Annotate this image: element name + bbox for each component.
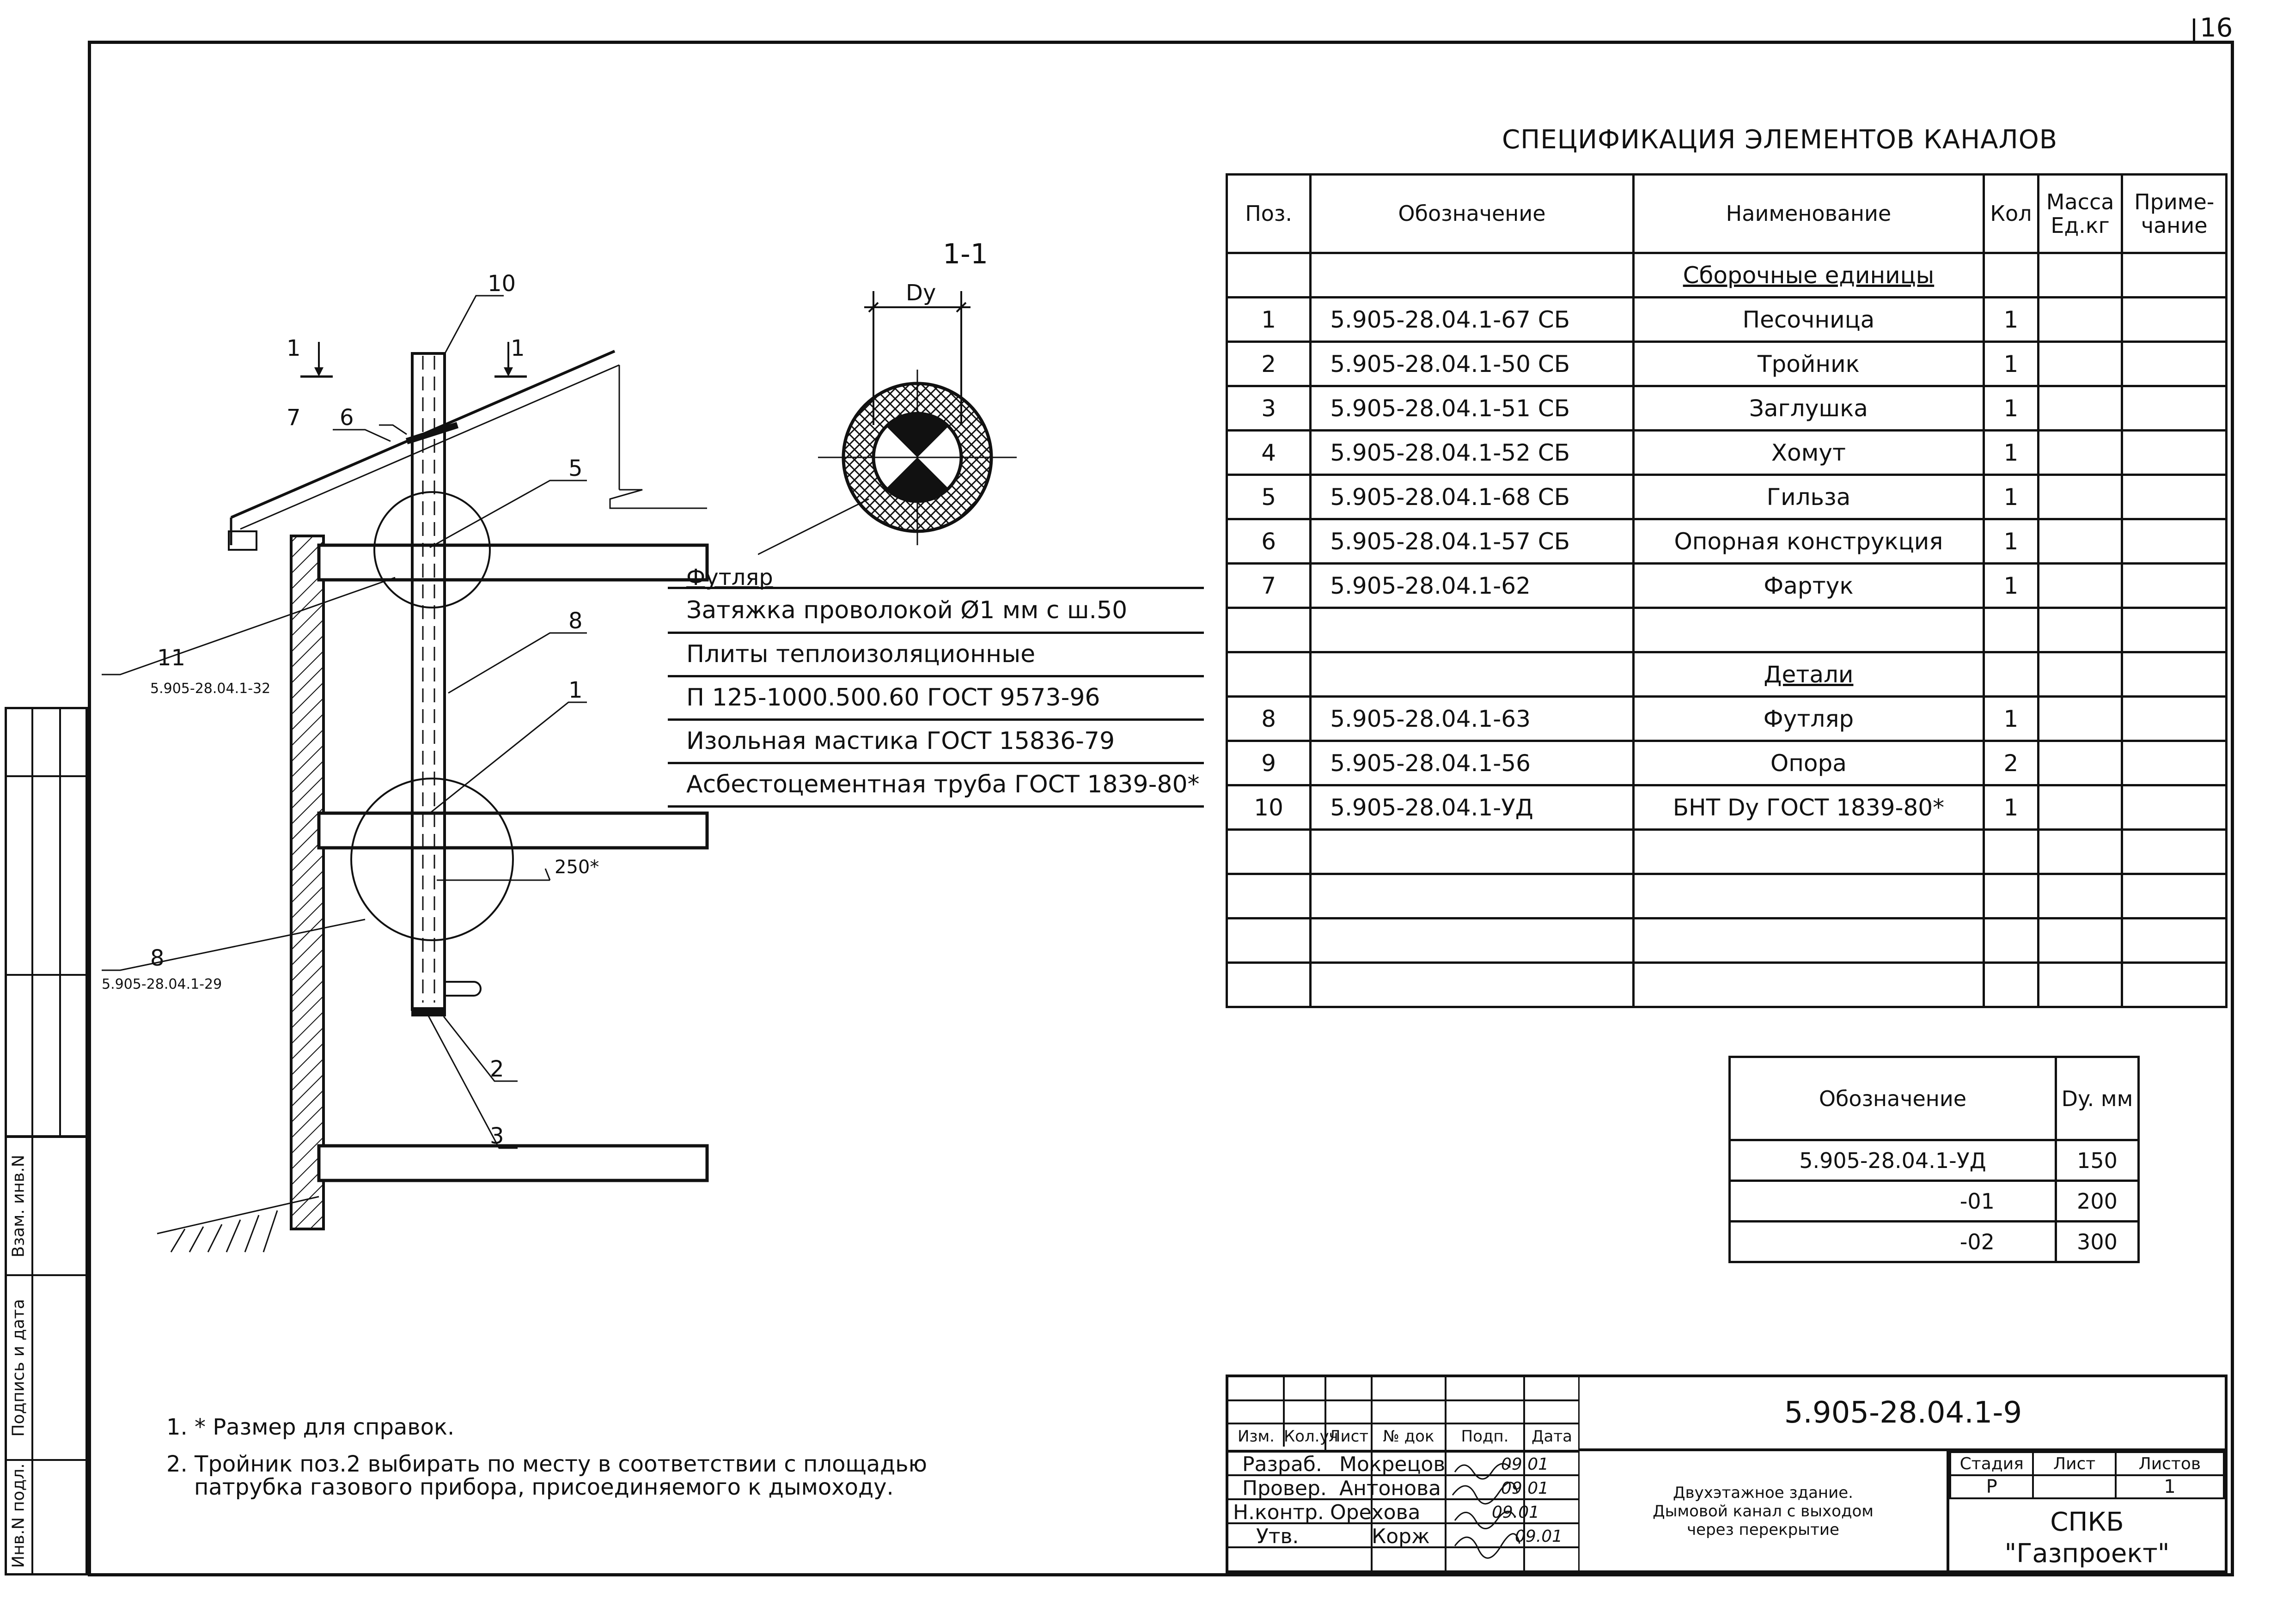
title-block: [1226, 1375, 2228, 1573]
spec-name: Песочница: [1633, 298, 1984, 342]
spec-qty: 1: [1984, 519, 2039, 564]
dy-value: 200: [2056, 1181, 2138, 1222]
spec-header: Обозначение: [1311, 175, 1634, 253]
tb-header: Подп.: [1461, 1427, 1509, 1446]
side-stamp-signature: Подпись и дата: [9, 1299, 28, 1437]
spec-pos: 6: [1227, 519, 1311, 564]
spec-qty: 1: [1984, 697, 2039, 741]
table-row: [1227, 741, 2227, 785]
table-row: [1730, 1181, 2139, 1222]
spec-pos: 4: [1227, 431, 1311, 475]
section-dim-label: Dy: [906, 280, 936, 306]
callout-2: 2: [490, 1056, 504, 1082]
spec-pos: 3: [1227, 386, 1311, 431]
tb-header: Лист: [1328, 1427, 1369, 1446]
person-role: Н.контр.: [1233, 1501, 1324, 1524]
spec-name: Заглушка: [1633, 386, 1984, 431]
person-row: [1228, 1525, 1580, 1549]
spec-header: Масса Ед.кг: [2038, 175, 2122, 253]
spec-qty: 1: [1984, 431, 2039, 475]
sheet-header: Лист: [2033, 1452, 2115, 1475]
spec-pos: 1: [1227, 298, 1311, 342]
sheets-value: 1: [2116, 1475, 2224, 1498]
spec-title: СПЕЦИФИКАЦИЯ ЭЛЕМЕНТОВ КАНАЛОВ: [1502, 125, 2058, 155]
spec-header: Наименование: [1633, 175, 1984, 253]
spec-group-assemblies: Сборочные единицы: [1633, 253, 1984, 298]
stage-table: [1949, 1451, 2225, 1499]
casing-line: П 125-1000.500.60 ГОСТ 9573-96: [668, 676, 1204, 719]
casing-line: Затяжка проволокой Ø1 мм с ш.50: [668, 589, 1204, 633]
callout-8-top: 8: [568, 608, 583, 634]
sheet-number-tick: [2193, 18, 2195, 44]
spec-qty: 1: [1984, 785, 2039, 830]
spec-name: Хомут: [1633, 431, 1984, 475]
callout-11: 11: [157, 645, 186, 671]
casing-line: Плиты теплоизоляционные: [668, 633, 1204, 676]
organization: [1949, 1507, 2225, 1569]
spec-header: Приме-чание: [2122, 175, 2227, 253]
casing-table: [668, 552, 1204, 808]
tb-header: № док: [1383, 1427, 1434, 1446]
title-block-headers: [1228, 1427, 1580, 1446]
spec-name: Тройник: [1633, 342, 1984, 386]
spec-code: 5.905-28.04.1-56: [1311, 741, 1634, 785]
table-row: [1227, 785, 2227, 830]
floor-slab: [319, 813, 707, 848]
spec-header-row: [1227, 175, 2227, 253]
spec-code: 5.905-28.04.1-63: [1311, 697, 1634, 741]
stage-header: Стадия: [1950, 1452, 2033, 1475]
spec-code: 5.905-28.04.1-67 СБ: [1311, 298, 1634, 342]
person-role: Утв.: [1256, 1525, 1299, 1548]
spec-code: 5.905-28.04.1-62: [1311, 564, 1634, 608]
dim-250: 250*: [555, 857, 599, 878]
note-2: 2. Тройник поз.2 выбирать по месту в соответствии с площадью: [166, 1451, 927, 1477]
callout-8-bottom: 8: [150, 945, 165, 971]
spec-code: 5.905-28.04.1-51 СБ: [1311, 386, 1634, 431]
spec-qty: 1: [1984, 386, 2039, 431]
spec-name: Опора: [1633, 741, 1984, 785]
dy-table: [1728, 1056, 2140, 1263]
description-line: через перекрытие: [1687, 1521, 1839, 1539]
dy-code: 5.905-28.04.1-УД: [1730, 1140, 2056, 1181]
callout-5: 5: [568, 456, 583, 481]
callout-10: 10: [488, 271, 516, 297]
casing-line: Изольная мастика ГОСТ 15836-79: [668, 719, 1204, 763]
doc-code: 5.905-28.04.1-9: [1580, 1377, 2227, 1451]
wall: [291, 536, 323, 1229]
casing-title: Футляр: [668, 552, 1204, 589]
spec-code: 5.905-28.04.1-57 СБ: [1311, 519, 1634, 564]
person-date: 09.01: [1515, 1527, 1563, 1546]
dy-code: -01: [1730, 1181, 2056, 1222]
ref-8: 5.905-28.04.1-29: [102, 976, 222, 992]
side-stamp-inventory: Инв.N подл.: [9, 1463, 28, 1568]
person-row: [1228, 1501, 1580, 1525]
spec-header: Поз.: [1227, 175, 1311, 253]
person-date: 09.01: [1501, 1455, 1549, 1474]
person-row: [1228, 1453, 1580, 1477]
note-2-cont: патрубка газового прибора, присоединяемого к дымоходу.: [194, 1474, 894, 1500]
spec-pos: 5: [1227, 475, 1311, 519]
dy-value: 300: [2056, 1222, 2138, 1262]
section-1-1: [758, 231, 1081, 601]
spec-name: БНТ Dy ГОСТ 1839-80*: [1633, 785, 1984, 830]
person-name: Антонова: [1339, 1477, 1441, 1500]
table-row: [1227, 298, 2227, 342]
callout-7: 7: [287, 405, 301, 431]
spec-code: 5.905-28.04.1-УД: [1311, 785, 1634, 830]
callout-6: 6: [340, 405, 354, 431]
person-row: [1228, 1477, 1580, 1501]
sheets-header: Листов: [2116, 1452, 2224, 1475]
org-name: "Газпроект": [2004, 1539, 2170, 1569]
spec-qty: 1: [1984, 342, 2039, 386]
table-row: [1227, 431, 2227, 475]
table-row: [1227, 386, 2227, 431]
description-line: Двухэтажное здание.: [1672, 1484, 1853, 1502]
ground-slab: [319, 1146, 707, 1180]
dy-header-code: Обозначение: [1730, 1057, 2056, 1140]
spec-name: Гильза: [1633, 475, 1984, 519]
tb-header: Изм.: [1238, 1427, 1275, 1446]
spec-pos: 9: [1227, 741, 1311, 785]
person-role: Разраб.: [1242, 1453, 1322, 1476]
description-line: Дымовой канал с выходом: [1653, 1502, 1874, 1521]
section-label: 1-1: [943, 238, 988, 270]
table-row: [1227, 564, 2227, 608]
spec-group-details: Детали: [1633, 652, 1984, 697]
person-name: Мокрецов: [1339, 1453, 1446, 1476]
spec-name: Опорная конструкция: [1633, 519, 1984, 564]
org-name: СПКБ: [2050, 1507, 2124, 1537]
table-row: [1227, 342, 2227, 386]
spec-pos: 2: [1227, 342, 1311, 386]
callout-3: 3: [490, 1123, 504, 1149]
person-name: Корж: [1372, 1525, 1430, 1548]
dy-value: 150: [2056, 1140, 2138, 1181]
spec-pos: 7: [1227, 564, 1311, 608]
signatures: [1446, 1454, 1524, 1569]
detail-circle-bottom: [351, 779, 513, 940]
callout-1: 1: [568, 677, 583, 703]
person-date: 09.01: [1492, 1503, 1540, 1522]
spec-qty: 2: [1984, 741, 2039, 785]
casing-line: Асбестоцементная труба ГОСТ 1839-80*: [668, 763, 1204, 806]
person-role: Провер.: [1242, 1477, 1327, 1500]
spec-table: [1226, 173, 2228, 1008]
table-row: [1227, 519, 2227, 564]
callout-section-left: 1: [287, 335, 301, 361]
stage-value: Р: [1950, 1475, 2033, 1498]
spec-code: 5.905-28.04.1-50 СБ: [1311, 342, 1634, 386]
title-block-people: [1228, 1453, 1580, 1549]
tb-header: Дата: [1531, 1427, 1573, 1446]
table-row: [1227, 697, 2227, 741]
description: [1580, 1451, 1949, 1571]
note-1: 1. * Размер для справок.: [166, 1414, 455, 1440]
spec-qty: 1: [1984, 475, 2039, 519]
spec-qty: 1: [1984, 298, 2039, 342]
dy-code: -02: [1730, 1222, 2056, 1262]
table-row: [1730, 1222, 2139, 1262]
dy-header-dy: Dy. мм: [2056, 1057, 2138, 1140]
table-row: [1227, 475, 2227, 519]
sheet-number: 16: [2200, 13, 2233, 43]
spec-qty: 1: [1984, 564, 2039, 608]
spec-pos: 8: [1227, 697, 1311, 741]
person-date: 09.01: [1501, 1479, 1549, 1498]
spec-name: Футляр: [1633, 697, 1984, 741]
spec-code: 5.905-28.04.1-52 СБ: [1311, 431, 1634, 475]
ref-11: 5.905-28.04.1-32: [150, 681, 271, 697]
attic-slab: [319, 545, 707, 580]
person-name: Орехова: [1330, 1501, 1421, 1524]
tb-header: Кол.уч: [1284, 1427, 1338, 1446]
side-stamp: [5, 707, 88, 1575]
spec-header: Кол: [1984, 175, 2039, 253]
spec-pos: 10: [1227, 785, 1311, 830]
table-row: [1730, 1140, 2139, 1181]
spec-name: Фартук: [1633, 564, 1984, 608]
callout-section-right: 1: [511, 335, 525, 361]
spec-code: 5.905-28.04.1-68 СБ: [1311, 475, 1634, 519]
side-stamp-replace: Взам. инв.N: [9, 1155, 28, 1258]
